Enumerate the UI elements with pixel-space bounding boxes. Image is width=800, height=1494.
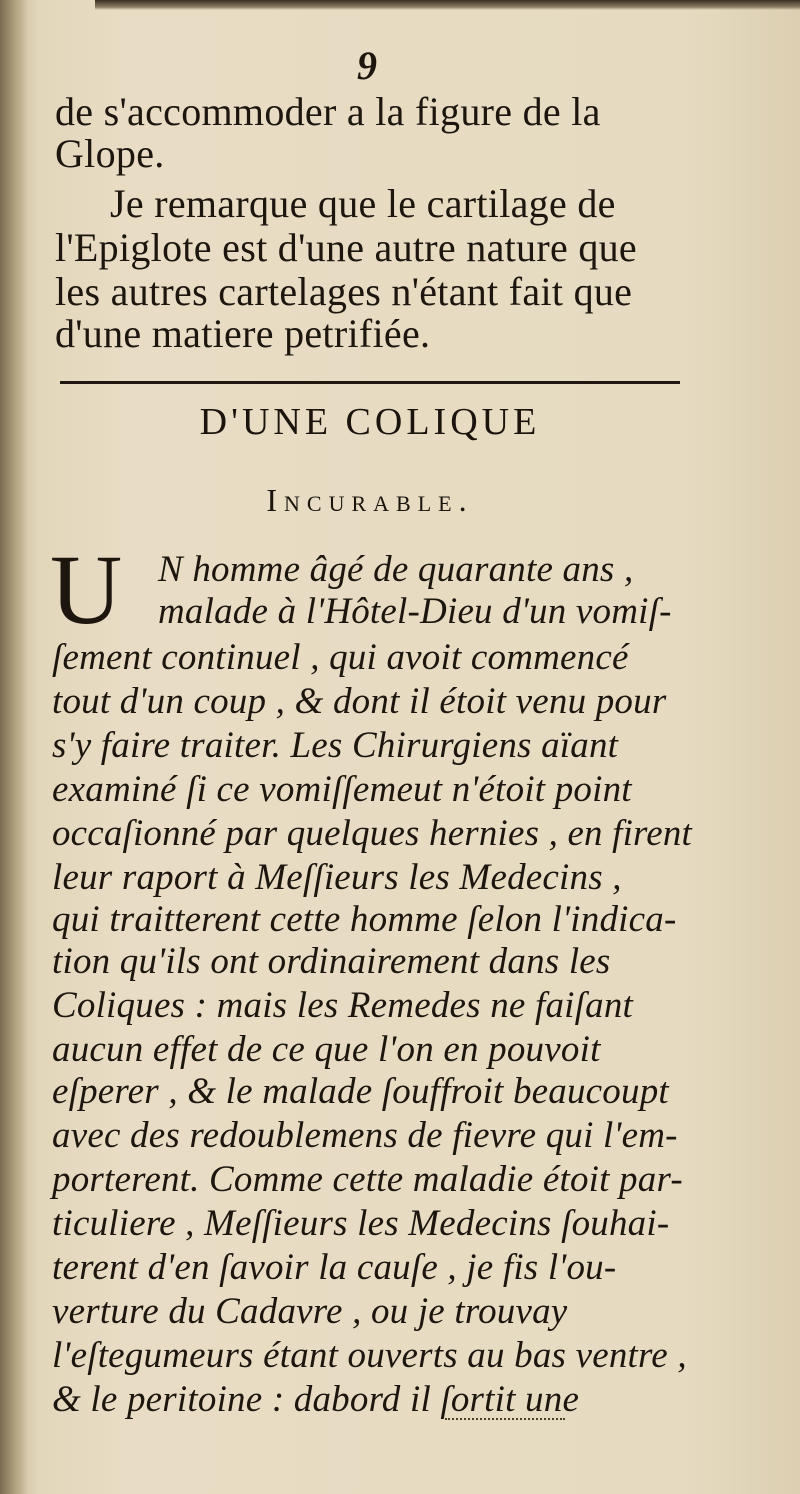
text-line: N homme âgé de quarante ans , <box>158 549 634 590</box>
drop-capital: U <box>50 534 123 645</box>
text-line: qui traitterent cette homme ſelon l'indica- <box>52 899 677 940</box>
section-heading: D'UNE COLIQUE <box>199 401 541 443</box>
text-line: de s'accommoder a la figure de la <box>55 89 601 134</box>
text-line: l'eſtegumeurs étant ouverts au bas ventre , <box>52 1335 687 1376</box>
text-line: leur raport à Meſſieurs les Medecins , <box>52 857 622 898</box>
page-top-edge <box>95 0 800 10</box>
text-line: tion qu'ils ont ordinairement dans les <box>52 941 611 982</box>
text-line: s'y faire traiter. Les Chirurgiens aïant <box>52 725 619 766</box>
text-line: ticuliere , Meſſieurs les Medecins ſouhai- <box>52 1203 670 1244</box>
text-line: les autres cartelages n'étant fait que <box>55 269 633 314</box>
text-line: Coliques : mais les Remedes ne faiſant <box>52 985 634 1026</box>
text-line: Je remarque que le cartilage de <box>110 181 616 226</box>
page-gutter-shadow <box>0 0 28 1494</box>
text-line: & le peritoine : dabord il ſortit une <box>52 1379 580 1420</box>
text-line: d'une matiere petrifiée. <box>55 311 431 356</box>
text-line: aucun effet de ce que l'on en pouvoit <box>52 1029 601 1070</box>
text-line: ſement continuel , qui avoit commencé <box>52 637 629 678</box>
section-subheading: Incurable. <box>266 482 474 518</box>
text-line: verture du Cadavre , ou je trouvay <box>52 1291 568 1332</box>
bottom-ornament <box>445 1418 565 1424</box>
text-line: tout d'un coup , & dont il étoit venu pour <box>52 681 667 722</box>
text-line: Glope. <box>55 131 165 176</box>
text-line: malade à l'Hôtel-Dieu d'un vomiſ- <box>158 591 672 632</box>
text-line: l'Epiglote est d'une autre nature que <box>55 225 637 270</box>
text-line: occaſionné par quelques hernies , en firent <box>52 813 692 854</box>
text-line: avec des redoublemens de fievre qui l'em- <box>52 1115 678 1156</box>
text-line: porterent. Comme cette maladie étoit par- <box>52 1159 683 1200</box>
section-rule <box>60 381 680 384</box>
text-line: eſperer , & le malade ſouffroit beaucoupt <box>52 1071 669 1112</box>
text-line: terent d'en ſavoir la cauſe , je fis l'ou- <box>52 1247 617 1288</box>
page-number: 9 <box>357 43 377 88</box>
text-line: examiné ſi ce vomiſſemeut n'étoit point <box>52 769 632 810</box>
